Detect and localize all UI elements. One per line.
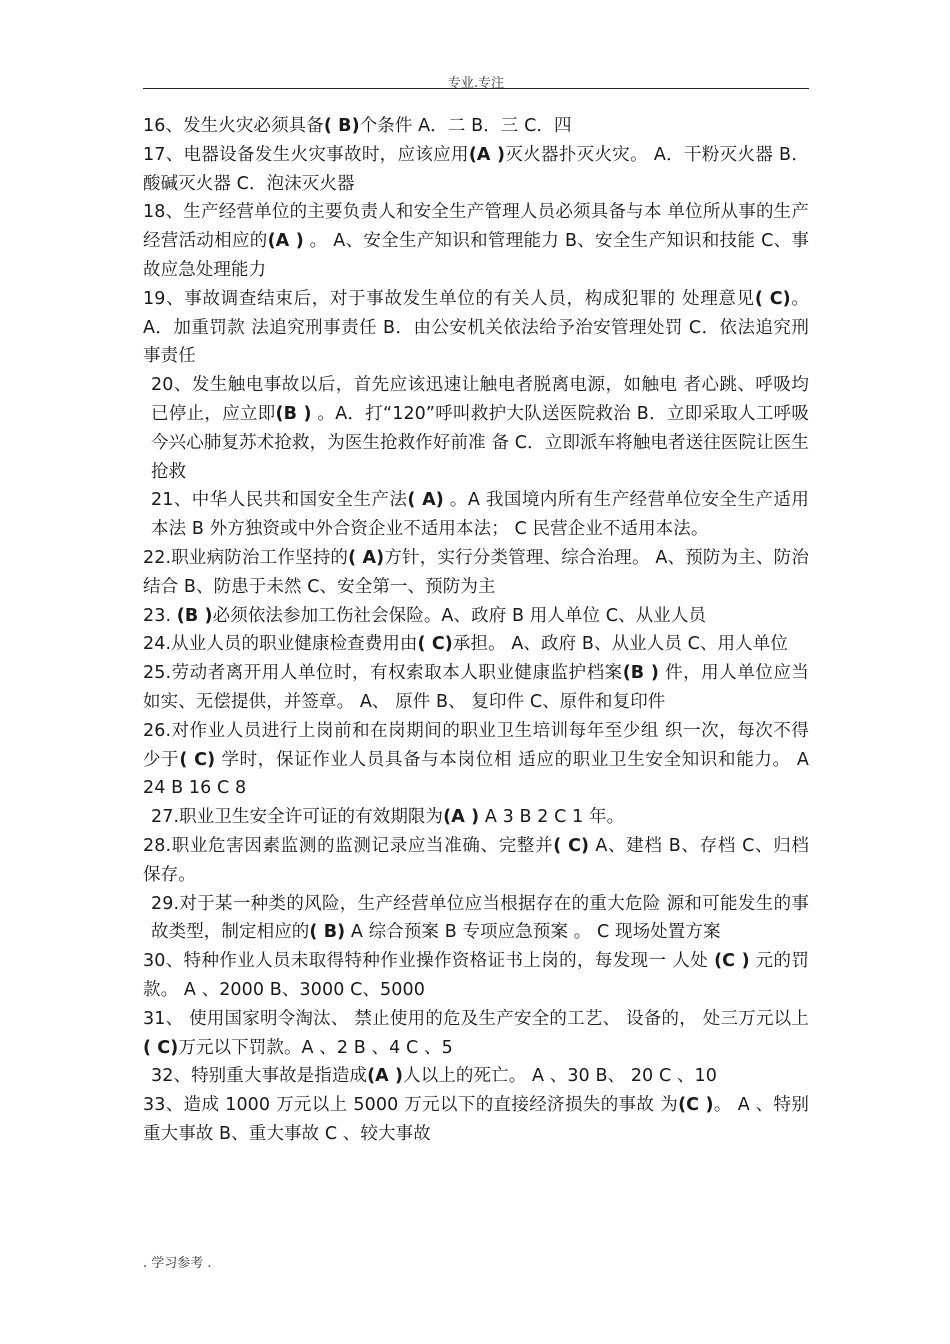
question-23: 23. (B )必须依法参加工伤社会保险。A、政府 B 用人单位 C、从业人员 [143, 605, 707, 626]
question-21: 21、中华人民共和国安全生产法( A) 。A 我国境内所有生产经营单位安全生产适用本法 B 外方独资或中外合资企业不适用本法； C 民营企业不适用本法。 [151, 490, 809, 540]
question-27: 27.职业卫生安全许可证的有效期限为(A ) A 3 B 2 C 1 年。 [151, 807, 625, 828]
question-32: 32、特别重大事故是指造成(A )人以上的死亡。 A 、30 B、 20 C 、10 [151, 1066, 718, 1087]
question-30: 30、特种作业人员未取得特种作业操作资格证书上岗的，每发现一 人处 (C ) 元的罚款。 A 、2000 B、3000 C、5000 [143, 951, 809, 1000]
question-20: 20、发生触电事故以后，首先应该迅速让触电者脱离电源，如触电 者心跳、呼吸均已停止，应立即(B ) 。A．打“120”呼叫救护大队送医院救治 B．立即采取人工呼吸今兴心肺复苏术抢救，为医生抢救作好前准 备 C．立即派车将触电者送往医院让医生抢救 [151, 375, 810, 482]
question-28: 28.职业危害因素监测的监测记录应当准确、完整并( C) A、建档 B、存档 C、归档 保存。 [143, 835, 809, 885]
question-22: 22.职业病防治工作坚持的( A)方针，实行分类管理、综合治理。 A、预防为主、防治结合 B、防患于未然 C、安全第一、预防为主 [143, 547, 809, 597]
question-29: 29.对于某一种类的风险，生产经营单位应当根据存在的重大危险 源和可能发生的事故类型，制定相应的( B) A 综合预案 B 专项应急预案 。 C 现场处置方案 [151, 893, 809, 943]
question-33: 33、造成 1000 万元以上 5000 万元以下的直接经济损失的事故 为(C )。 A 、特别重大事故 B、重大事故 C 、较大事故 [143, 1095, 809, 1144]
question-18: 18、生产经营单位的主要负责人和安全生产管理人员必须具备与本 单位所从事的生产经营活动相应的(A ) 。 A、安全生产知识和管理能力 B、安全生产知识和技能 C、事故应急处理能力 [143, 202, 809, 280]
header-divider [143, 88, 809, 89]
question-31: 31、 使用国家明令淘汰、 禁止使用的危及生产安全的工艺、 设备的， 处三万元以上 ( C)万元以下罚款。A 、2 B 、4 C 、5 [143, 1008, 809, 1058]
question-19: 19、事故调查结束后，对于事故发生单位的有关人员，构成犯罪的 处理意见( C)。 A．加重罚款 法追究刑事责任 B．由公安机关依法给予治安管理处罚 C．依法追究刑事责任 [143, 288, 809, 367]
question-list [143, 112, 809, 1149]
question-24: 24.从业人员的职业健康检查费用由( C)承担。 A、政府 B、从业人员 C、用人单位 [143, 634, 788, 655]
question-26: 26.对作业人员进行上岗前和在岗期间的职业卫生培训每年至少组 织一次，每次不得少于( C) 学时，保证作业人员具备与本岗位相 适应的职业卫生安全知识和能力。 A 24 B 16 C 8 [143, 720, 809, 799]
question-17: 17、电器设备发生火灾事故时，应该应用(A )灭火器扑灭火灾。 A．干粉灭火器 B．酸碱灭火器 C．泡沫灭火器 [143, 144, 809, 194]
question-25: 25.劳动者离开用人单位时，有权索取本人职业健康监护档案(B ) 件，用人单位应当如实、无偿提供，并签章。 A、 原件 B、 复印件 C、原件和复印件 [143, 663, 810, 712]
page-header: 专业.专注 [447, 76, 505, 91]
page-footer: . 学习参考 . [143, 1256, 212, 1271]
question-16: 16、发生火灾必须具备( B)个条件 A．二 B．三 C．四 [143, 116, 572, 136]
